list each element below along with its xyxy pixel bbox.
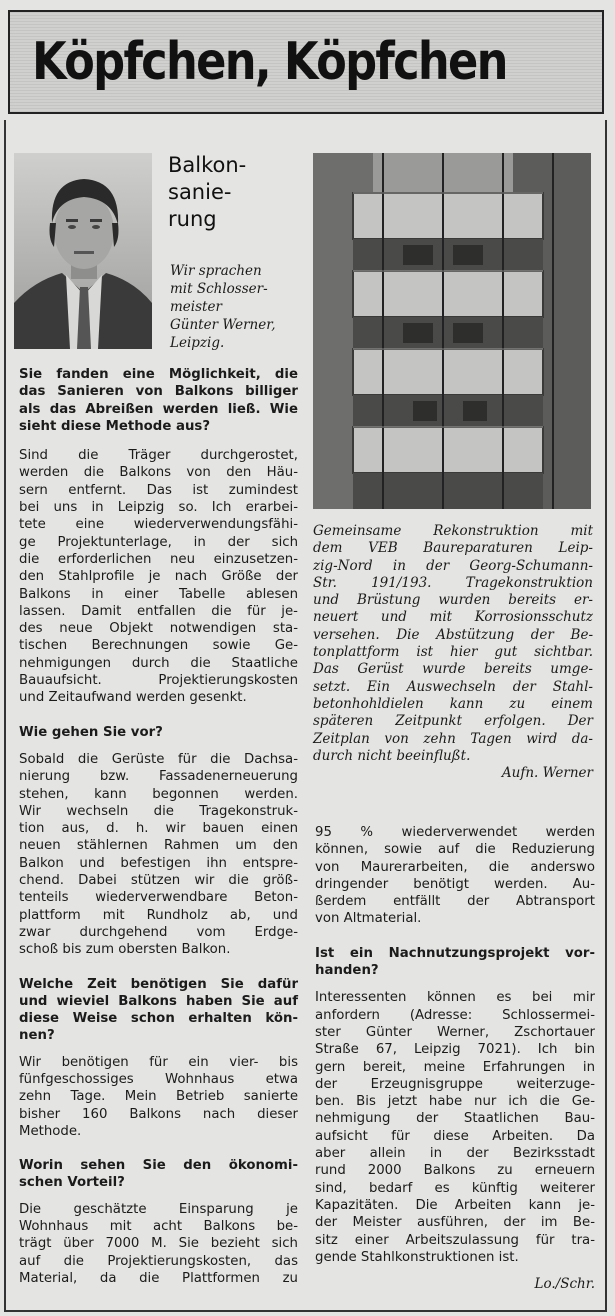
caption-line: dem VEB Baureparaturen Leip- (313, 540, 593, 557)
text-line: Material, da die Plattformen zu (19, 1270, 298, 1286)
question-3 (19, 976, 298, 1045)
right-column (315, 824, 595, 1293)
text-line: und wieviel Balkons haben Sie auf (19, 993, 298, 1009)
text-line: nen? (19, 1028, 55, 1044)
text-line: nehmigung der Staatlichen Bau- (315, 1111, 595, 1127)
text-line: sind, bedarf es künftig weiterer (315, 1180, 595, 1196)
text-line: der Meister ausführen, der im Be- (315, 1215, 595, 1231)
caption-line: betonhohldielen kann zu einem (313, 695, 593, 712)
text-line: fünfgeschossiges Wohnhaus etwa (19, 1071, 298, 1087)
caption-line: tonplattform ist hier gut sichtbar. (313, 644, 593, 661)
caption-line: Gemeinsame Rekonstruktion mit (313, 523, 593, 539)
text-line: von Altmaterial. (315, 911, 422, 927)
text-line: plattform mit Rundholz ab, und (19, 907, 298, 923)
text-line: tenteils wiederverwendbare Beton- (19, 890, 298, 906)
text-line: Sie fanden eine Möglichkeit, die (19, 367, 298, 382)
text-line: Sind die Träger durchgerostet, (19, 448, 298, 464)
photo-credit: Aufn. Werner (501, 765, 593, 782)
text-line: Balkon und befestigen ihn entspre- (19, 855, 298, 871)
text-line: handen? (315, 963, 379, 979)
answer-1 (19, 447, 298, 706)
text-line: das Sanieren von Balkons billiger (19, 384, 298, 400)
text-line: 95 % wiederverwendet werden (315, 825, 595, 840)
text-line: Wie gehen Sie vor? (19, 724, 163, 740)
text-line: Die geschätzte Einsparung je (19, 1201, 298, 1217)
text-line: sern entfernt. Das ist zumindest (19, 482, 298, 498)
text-line: Sobald die Gerüste für die Dachsa- (19, 751, 298, 767)
text-line: gende Stahlkonstruktionen ist. (315, 1249, 519, 1265)
intro-line: Leipzig. (170, 335, 225, 351)
caption-line: Zeitplan von zehn Tagen wird da- (313, 730, 593, 747)
title-line: Balkon- (168, 153, 247, 177)
text-line: Balkons in einer Tabelle ablesen (19, 586, 298, 602)
intro-line: mit Schlosser- (170, 281, 268, 297)
text-line: von Maurerarbeiten, die anderswo (315, 859, 595, 875)
text-line: ster Günter Werner, Zschortauer (315, 1024, 595, 1040)
text-line: sieht diese Methode aus? (19, 418, 211, 434)
text-line: ßerdem entfällt der Abtransport (315, 894, 595, 910)
left-column (19, 366, 298, 1287)
text-line: diese Weise schon erhalten kön- (19, 1011, 298, 1027)
text-line: Wir benötigen für ein vier- bis (19, 1054, 298, 1070)
text-line: nehmigungen durch die Staatliche (19, 655, 298, 671)
caption-line: setzt. Ein Auswechseln der Stahl- (313, 678, 593, 695)
text-line: lassen. Damit entfallen die für je- (19, 603, 298, 619)
text-line: neuen stählernen Rahmen um den (19, 838, 298, 854)
answer-2 (19, 751, 298, 959)
author-signature: Lo./Schr. (534, 1276, 595, 1293)
text-line: den Stahlprofile je nach Größe der (19, 569, 298, 585)
text-line: rund 2000 Balkons zu erneuern (315, 1163, 595, 1179)
text-line: Wir wechseln die Tragekonstruk- (19, 803, 298, 819)
question-2 (19, 724, 298, 741)
photo-caption (313, 523, 593, 782)
text-line: schen Vorteil? (19, 1175, 125, 1191)
text-line: anfordern (Adresse: Schlossermei- (315, 1007, 595, 1023)
text-line: Worin sehen Sie den ökonomi- (19, 1158, 298, 1174)
caption-line: neuert und mit Korrosionsschutz (313, 609, 593, 626)
caption-line: späteren Zeitpunkt erfolgen. Der (313, 713, 593, 730)
question-1 (19, 366, 298, 435)
text-line: ge Projektunterlage, in der sich (19, 534, 298, 550)
text-line: Interessenten können es bei mir (315, 990, 595, 1006)
text-line: stehen, kann begonnen werden. (19, 786, 298, 802)
text-line: tion aus, d. h. wir bauen einen (19, 821, 298, 837)
text-line: bei uns in Leipzig so. Ich erarbei- (19, 500, 298, 516)
caption-line: versehen. Die Abstützung der Be- (313, 626, 593, 643)
text-line: aufsicht für diese Arbeiten. Da (315, 1128, 595, 1144)
article-intro (170, 262, 276, 352)
title-line: sanie- (168, 180, 232, 204)
text-line: Wohnhaus mit acht Balkons be- (19, 1219, 298, 1235)
headline: Köpfchen, Köpfchen (32, 32, 507, 92)
text-line: Ist ein Nachnutzungsprojekt vor- (315, 945, 595, 961)
text-line: des neue Objekt notwendigen sta- (19, 621, 298, 637)
answer-4 (19, 1201, 298, 1287)
text-line: Methode. (19, 1123, 82, 1139)
text-line: zwar durchgehend vom Erdge- (19, 924, 298, 940)
text-line: ben. Bis jetzt habe nur ich die Ge- (315, 1094, 595, 1110)
headline-banner (8, 10, 604, 114)
text-line: chend. Dabei stützen wir die größ- (19, 873, 298, 889)
text-line: zehn Tage. Mein Betrieb sanierte (19, 1089, 298, 1105)
text-line: gern bereit, meine Erfahrungen in (315, 1059, 595, 1075)
caption-line: Str. 191/193. Tragekonstruktion (313, 574, 593, 591)
text-line: Straße 67, Leipzig 7021). Ich bin (315, 1042, 595, 1058)
balcony-image (313, 153, 591, 509)
answer-3 (19, 1054, 298, 1140)
text-line: können, sowie auf die Reduzierung (315, 842, 595, 858)
question-4 (19, 1157, 298, 1192)
portrait-image (14, 153, 152, 349)
caption-line: und Brüstung wurden bereits er- (313, 592, 593, 609)
title-line: rung (168, 207, 217, 231)
text-line: auf die Projektierungskosten, das (19, 1253, 298, 1269)
text-line: bisher 160 Balkons nach dieser (19, 1106, 298, 1122)
text-line: schoß bis zum obersten Balkon. (19, 942, 231, 958)
portrait-photo (14, 153, 152, 349)
answer-5 (315, 989, 595, 1266)
text-line: dringender benötigt werden. Au- (315, 876, 595, 892)
text-line: tete eine wiederverwendungsfähi- (19, 517, 298, 533)
text-line: der Erzeugnisgruppe weiterzuge- (315, 1076, 595, 1092)
text-line: sitz einer Arbeitszulassung für tra- (315, 1232, 595, 1248)
article-title (168, 152, 246, 233)
balcony-photo (313, 153, 591, 509)
text-line: trägt über 7000 M. Sie bezieht sich (19, 1236, 298, 1252)
caption-line: zig-Nord in der Georg-Schumann- (313, 557, 593, 574)
intro-line: Günter Werner, (170, 317, 276, 333)
caption-line: durch nicht beeinflußt. (313, 747, 471, 764)
text-line: aber allein in der Bezirksstadt (315, 1146, 595, 1162)
text-line: Kapazitäten. Die Arbeiten kann je- (315, 1197, 595, 1213)
text-line: als das Abreißen werden ließ. Wie (19, 401, 298, 417)
text-line: Bauaufsicht. Projektierungskosten (19, 673, 298, 689)
text-line: nierung bzw. Fassadenerneuerung (19, 769, 298, 785)
answer-4-continued (315, 824, 595, 928)
text-line: werden die Balkons von den Häu- (19, 465, 298, 481)
question-5 (315, 945, 595, 980)
caption-line: Das Gerüst wurde bereits umge- (313, 661, 593, 678)
text-line: die erforderlichen neu einzusetzen- (19, 551, 298, 567)
intro-line: Wir sprachen (170, 263, 262, 279)
text-line: tischen Berechnungen sowie Ge- (19, 638, 298, 654)
text-line: und Zeitaufwand werden gesenkt. (19, 690, 247, 706)
intro-line: meister (170, 299, 222, 315)
text-line: Welche Zeit benötigen Sie dafür (19, 976, 298, 992)
